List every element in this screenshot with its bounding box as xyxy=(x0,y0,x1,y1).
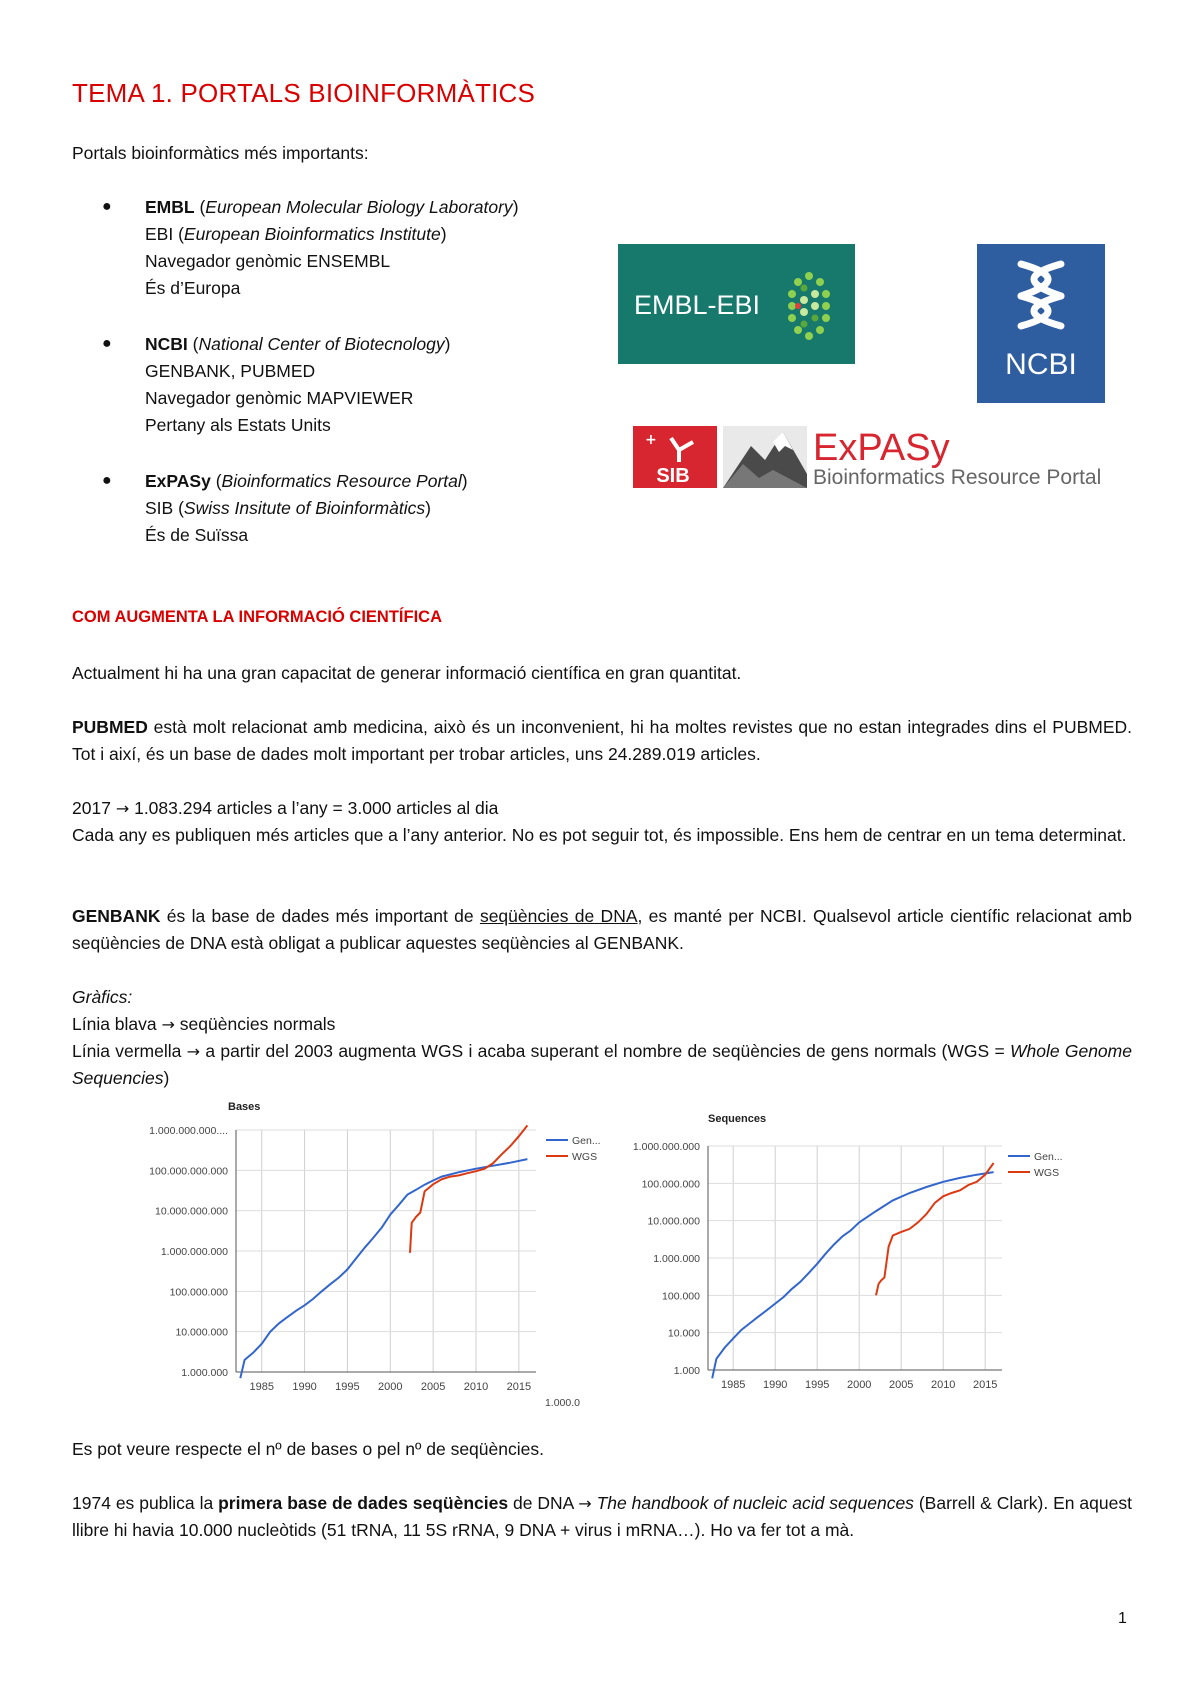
paragraph-2017: 2017 → 1.083.294 articles a l’any = 3.000 articles al dia xyxy=(72,798,499,818)
portal-embl-line: EBI (European Bioinformatics Institute) xyxy=(145,224,447,244)
page-title: TEMA 1. PORTALS BIOINFORMÀTICS xyxy=(72,78,536,108)
y-tick-label: 10.000 xyxy=(667,1327,700,1340)
series-line-gen xyxy=(712,1172,993,1378)
y-tick-label: 10.000.000 xyxy=(647,1215,700,1228)
x-tick-label: 2010 xyxy=(463,1381,489,1393)
x-tick-label: 2015 xyxy=(972,1379,998,1391)
legend-label: Gen... xyxy=(572,1135,601,1147)
x-tick-label: 2005 xyxy=(420,1381,446,1393)
expasy-logo-subtitle: Bioinformatics Resource Portal xyxy=(813,466,1102,489)
intro-text: Portals bioinformàtics més importants: xyxy=(72,143,369,163)
y-tick-label: 1.000.000.000.... xyxy=(149,1125,228,1137)
bullet-icon: ● xyxy=(102,198,112,215)
chart-title: Sequences xyxy=(708,1113,767,1125)
sib-logo-text: SIB xyxy=(656,465,690,487)
x-tick-label: 2010 xyxy=(930,1379,956,1391)
embl-logo-text: EMBL-EBI xyxy=(634,290,761,320)
ncbi-logo-text: NCBI xyxy=(1005,348,1077,381)
x-tick-label: 2000 xyxy=(846,1379,872,1391)
series-line-wgs xyxy=(410,1125,527,1252)
legend-label: WGS xyxy=(1034,1167,1060,1179)
hexagon-dots-icon xyxy=(788,272,830,340)
paragraph-1974: 1974 es publica la primera base de dades seqüències de DNA → The handbook of nucleic acid sequences (Barrell & Clark). En aquest llibre hi havia 10.000 nucleòtids (51 tRNA, 11 5S rRNA, 9 DNA + virus i mRNA…). Ho va fer tot a mà. xyxy=(72,1493,1132,1540)
y-tick-label: 1.000.000 xyxy=(653,1253,700,1265)
portal-embl-line: És d’Europa xyxy=(145,278,241,298)
y-tick-label: 100.000.000 xyxy=(169,1286,228,1299)
sequences-chart xyxy=(628,1106,1108,1414)
x-tick-label: 1985 xyxy=(249,1381,274,1393)
arrow-right-icon: → xyxy=(578,1494,592,1513)
x-tick-label: 2015 xyxy=(506,1381,532,1393)
portal-ncbi-line: GENBANK, PUBMED xyxy=(145,361,316,381)
expasy-logo xyxy=(633,424,1108,490)
paragraph: Es pot veure respecte el nº de bases o pel nº de seqüències. xyxy=(72,1439,544,1459)
portal-expasy-line: SIB (Swiss Insitute of Bioinformàtics) xyxy=(145,498,431,518)
y-tick-label: 1.000.000.000 xyxy=(160,1246,228,1258)
x-tick-label: 1995 xyxy=(335,1381,360,1393)
chart-title: Bases xyxy=(228,1101,261,1113)
y-tick-label: 100.000.000 xyxy=(641,1178,700,1191)
blue-line-note: Línia blava → seqüències normals xyxy=(72,1014,336,1034)
portal-embl-heading: EMBL (European Molecular Biology Laboratory) xyxy=(145,197,519,217)
y-tick-label: 10.000.000 xyxy=(175,1326,228,1339)
x-tick-label: 1990 xyxy=(762,1379,788,1391)
paragraph-pubmed: PUBMED està molt relacionat amb medicina, això és un inconvenient, hi ha moltes revistes que no estan integrades dins el PUBMED. Tot i així, és un base de dades molt important per trobar articles, uns 24.289.019 articles. xyxy=(72,717,1132,764)
bullet-icon: ● xyxy=(102,335,112,352)
y-tick-label: 10.000.000.000 xyxy=(155,1205,228,1218)
y-tick-label: 1.000.000.000 xyxy=(632,1141,700,1153)
axis-extra-label: 1.000.0 xyxy=(544,1397,580,1409)
graphs-label: Gràfics: xyxy=(72,987,133,1007)
x-tick-label: 1990 xyxy=(292,1381,317,1393)
series-line-gen xyxy=(240,1159,527,1378)
paragraph-genbank: GENBANK és la base de dades més important de seqüències de DNA, es manté per NCBI. Qualsevol article científic relacionat amb seqüències de DNA està obligat a publicar aquestes seqüències al GENBANK. xyxy=(72,906,1132,953)
arrow-right-icon: → xyxy=(161,1015,175,1034)
portal-ncbi-line: Navegador genòmic MAPVIEWER xyxy=(145,388,414,408)
y-tick-label: 1.000 xyxy=(673,1365,700,1377)
arrow-right-icon: → xyxy=(186,1042,201,1061)
x-tick-label: 2005 xyxy=(888,1379,914,1391)
svg-text:+: + xyxy=(645,432,657,448)
legend-label: WGS xyxy=(572,1151,598,1163)
x-tick-label: 1995 xyxy=(804,1379,830,1391)
bullet-icon: ● xyxy=(102,472,112,489)
embl-ebi-logo xyxy=(618,244,855,364)
mountain-icon xyxy=(723,426,807,488)
y-tick-label: 100.000.000.000 xyxy=(149,1165,228,1178)
arrow-right-icon: → xyxy=(115,799,130,818)
expasy-logo-text: ExPASy xyxy=(813,427,950,469)
paragraph: Actualment hi ha una gran capacitat de generar informació científica en gran quantitat. xyxy=(72,663,742,683)
page-number: 1 xyxy=(1118,1610,1127,1627)
portal-expasy-line: És de Suïssa xyxy=(145,525,249,545)
portal-ncbi-line: Pertany als Estats Units xyxy=(145,415,331,435)
section-heading: COM AUGMENTA LA INFORMACIÓ CIENTÍFICA xyxy=(72,608,442,626)
y-tick-label: 100.000 xyxy=(662,1290,700,1303)
ncbi-logo xyxy=(977,244,1105,403)
y-tick-label: 1.000.000 xyxy=(181,1367,228,1379)
portal-ncbi-heading: NCBI (National Center of Biotecnology) xyxy=(145,334,451,354)
x-tick-label: 2000 xyxy=(378,1381,403,1393)
legend-label: Gen... xyxy=(1034,1151,1063,1163)
portal-expasy-heading: ExPASy (Bioinformatics Resource Portal) xyxy=(145,471,468,491)
red-line-note: Línia vermella → a partir del 2003 augmenta WGS i acaba superant el nombre de seqüències de gens normals (WGS = Whole Genome Sequencies) xyxy=(72,1041,1132,1088)
x-tick-label: 1985 xyxy=(720,1379,746,1391)
dna-helix-icon xyxy=(1021,264,1061,326)
bases-chart xyxy=(96,1094,601,1416)
portal-embl-line: Navegador genòmic ENSEMBL xyxy=(145,251,391,271)
paragraph: Cada any es publiquen més articles que a l’any anterior. No es pot seguir tot, és impossible. Ens hem de centrar en un tema determinat. xyxy=(72,825,1127,845)
